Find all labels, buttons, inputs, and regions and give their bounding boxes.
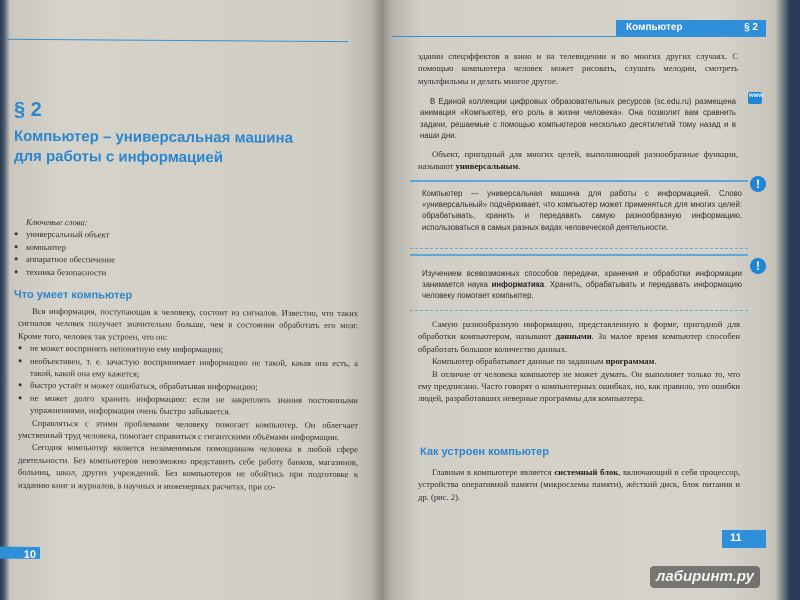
exclamation-icon: ! [750, 258, 766, 274]
term-data: данными [555, 331, 592, 342]
paragraph: В отличие от человека компьютер не может думать. Он выполняет только то, что ему предписано. Часто говорят о компьютерных ошибках, но, как правило, это ошибки людей, разработавших неверные программы для компьютера. [418, 368, 740, 404]
exclamation-icon: ! [750, 176, 766, 192]
paragraph [418, 318, 740, 355]
keyword-item: ● универсальный объект [14, 228, 226, 242]
right-page [392, 0, 780, 560]
section-number: § 2 [14, 98, 42, 121]
right-body-mid [418, 318, 740, 405]
header-rule [6, 39, 348, 42]
text: Объект, пригодный для многих целей, выполняющий разнообразные функции, называют [418, 149, 738, 172]
note-box-text [410, 256, 748, 302]
note-box-2 [410, 254, 748, 311]
bullet-item: ● быстро устаёт и может ошибаться, обрабатывая информацию; [18, 379, 358, 394]
paragraph: Справляться с этими проблемами человеку помогает компьютер. Он облегчает умственный труд человека, помогает справиться с гигантскими объёмами информации. [18, 417, 358, 443]
running-head [616, 20, 766, 36]
running-head-title: Компьютер [626, 22, 683, 33]
right-body-top [418, 50, 738, 87]
text: Компьютер обрабатывает данные по заданным [432, 356, 606, 367]
paragraph: Сегодня компьютер является незаменимым помощником человека в любой сфере деятельности. Без компьютеров невозможно представить себе работу банков, магазинов, больниц, школ, других учреждений. Без компьютеров не обойтись при подготовке к изданию книг и журналов, в научных и инженерных расчетах, при со- [18, 442, 358, 492]
page-number: 11 [730, 532, 742, 544]
term-universal: универсальным [455, 161, 519, 172]
text: Главным в компьютере является [432, 467, 555, 477]
text: . [518, 161, 521, 172]
keyword-item: ● аппаратное обеспечение [14, 253, 226, 267]
bullet-item: ● необъективен, т. е. зачастую воспринимает информацию не такой, какая она есть, а такой, какой она ему кажется; [18, 354, 358, 381]
paragraph [418, 466, 740, 503]
term-informatics: информатика [491, 280, 545, 290]
keyword-item: ● компьютер [14, 241, 226, 255]
watermark-text: лабиринт.ру [656, 568, 754, 585]
title-line-2: для работы с информацией [14, 147, 223, 167]
www-icon-label: www [749, 93, 764, 99]
watermark [650, 566, 760, 588]
bullet-list [18, 342, 358, 419]
term-system-unit: системный блок [554, 467, 619, 477]
page-number: 10 [23, 548, 36, 561]
term-programs: программам [605, 356, 655, 367]
text: . За малое время компьютер способен обработать большое количество данных. [418, 331, 740, 354]
resource-note-text: В Единой коллекции цифровых образовательных ресурсов (sc.edu.ru) размещена анимация «Компьютер, его роль в жизни человека». Она позволит вам сравнить задачи, решаемые с помощью компьютеров несколько десятилетий тому назад и в наши дни. [420, 97, 736, 141]
text: , включающий в себя процессор, устройства оперативной памяти (микросхемы памяти), жёсткий диск, блок питания и др. (рис. 2). [418, 467, 741, 502]
title-line-1: Компьютер – универсальная машина [14, 127, 293, 147]
www-icon [748, 92, 762, 104]
text: . Хранить, обрабатывать и передавать информацию человеку помогает компьютер. [422, 280, 742, 301]
note-box-text: Компьютер — универсальная машина для работы с информацией. Слово «универсальный» подчёркивает, что компьютер может применяться для многих целей: обрабатывать, хранить и передавать самую разнообразную информацию, использоваться в самых разных видах человеческой деятельности. [422, 189, 742, 232]
bullet-item: ● не может воспринять непонятную ему информацию; [18, 342, 358, 357]
subheading: Как устроен компьютер [420, 446, 549, 458]
subheading: Что умеет компьютер [14, 288, 133, 302]
running-head-section: § 2 [744, 22, 758, 33]
keywords-list [14, 228, 226, 279]
keywords-block [26, 216, 226, 279]
paragraph [418, 148, 738, 173]
bullet-item: ● не может долго хранить информацию: если не закреплять знания постоянными упражнениями, информация очень быстро забывается. [18, 392, 358, 419]
header-rule [392, 36, 766, 37]
note-box-1 [410, 180, 748, 249]
text: Изучением всевозможных способов передачи, хранения и обработки информации занимается наука [422, 269, 742, 290]
text: . [654, 356, 657, 367]
page-number-tab [722, 530, 766, 548]
paragraph [418, 355, 740, 367]
paragraph: здании спецэффектов в кино и на телевидении и во многих других случаях. С помощью компьютера человек может рисовать, слушать мелодии, смотреть мультфильмы и делать многое другое. [418, 51, 738, 86]
left-page [0, 0, 378, 561]
resource-note [420, 96, 736, 142]
keyword-item: ● техника безопасности [14, 265, 226, 279]
keywords-heading: Ключевые слова: [26, 216, 88, 228]
section-title [14, 127, 293, 169]
paragraph: Вся информация, поступающая к человеку, состоит из сигналов. Известно, что таких сигналов человек получает значительно больше, чем в состоянии обработать его мозг. Кроме того, человек так устроен, что он: [18, 305, 358, 342]
right-body-bottom [418, 466, 740, 503]
left-body [18, 305, 358, 493]
definition-paragraph [418, 148, 738, 173]
text: Самую разнообразную информацию, представленную в форме, пригодной для обработки компьютером, называют [418, 319, 740, 342]
